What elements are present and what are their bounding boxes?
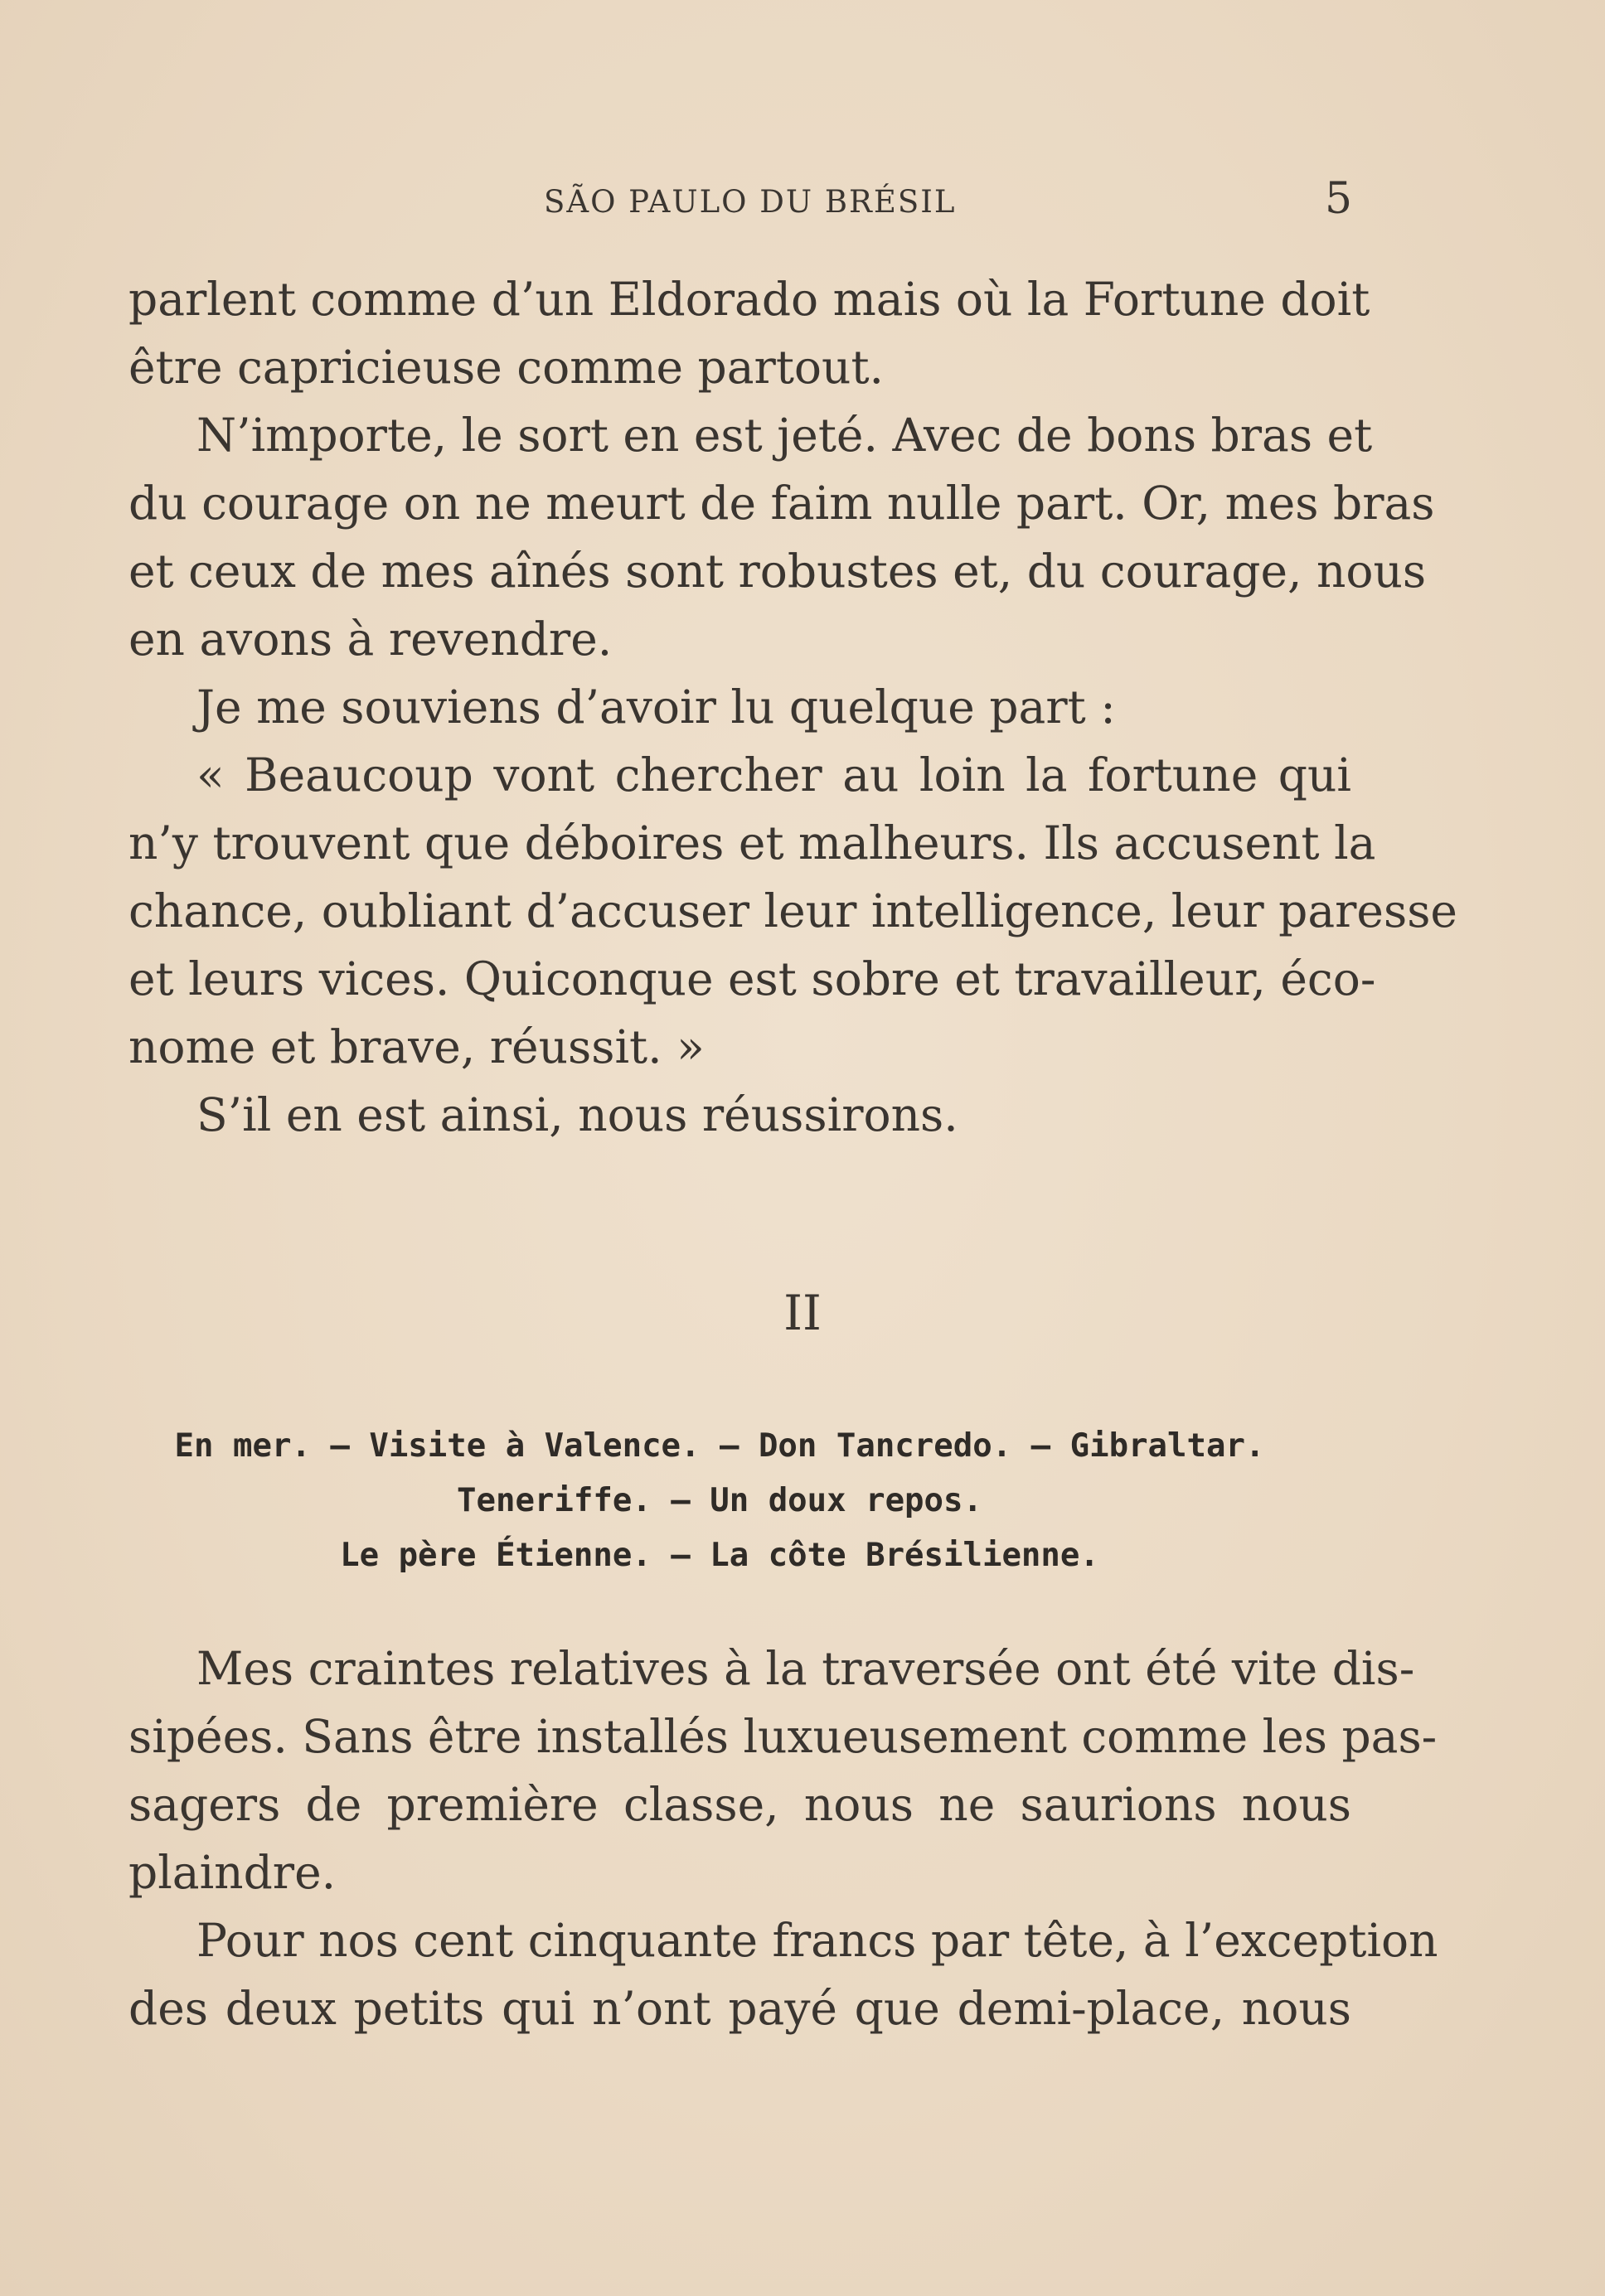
text-line: sagers de première classe, nous ne saurions nous (128, 1778, 1351, 1831)
text-line: S’il en est ainsi, nous réussirons. (196, 1088, 958, 1141)
text-line: plaindre. (128, 1846, 337, 1899)
text-line: chance, oubliant d’accuser leur intelligence, leur paresse (128, 884, 1457, 937)
text-line: N’importe, le sort en est jeté. Avec de bons bras et (196, 409, 1373, 462)
running-title: SÃO PAULO DU BRÉSIL (544, 184, 957, 220)
text-line: « Beaucoup vont chercher au loin la fortune qui (196, 748, 1351, 802)
text-after-chapter (128, 1635, 1438, 2042)
text-line: du courage on ne meurt de faim nulle part. Or, mes bras (128, 477, 1435, 530)
text-line: parlent comme d’un Eldorado mais où la Fortune doit (128, 273, 1370, 326)
text-before-chapter (128, 265, 1457, 1149)
text-line: et ceux de mes aînés sont robustes et, du courage, nous (128, 545, 1427, 598)
chapter-summary (124, 1419, 1315, 1583)
summary-line: En mer. — Visite à Valence. — Don Tancredo. — Gibraltar. (174, 1427, 1265, 1465)
text-line: sipées. Sans être installés luxueusement comme les pas- (128, 1710, 1438, 1763)
text-line: Je me souviens d’avoir lu quelque part : (196, 681, 1116, 734)
text-line: Pour nos cent cinquante francs par tête, à l’exception (196, 1914, 1438, 1967)
text-line: n’y trouvent que déboires et malheurs. Ils accusent la (128, 816, 1376, 869)
page-number: 5 (1325, 174, 1353, 224)
text-line: Mes craintes relatives à la traversée ont été vite dis- (196, 1642, 1415, 1695)
text-line: des deux petits qui n’ont payé que demi-place, nous (128, 1982, 1351, 2035)
summary-line: Le père Étienne. — La côte Brésilienne. (340, 1537, 1099, 1574)
text-line: nome et brave, réussit. » (128, 1020, 705, 1073)
text-line: être capricieuse comme partout. (128, 341, 885, 394)
text-line: et leurs vices. Quiconque est sobre et travailleur, éco- (128, 952, 1376, 1005)
chapter-number: II (783, 1285, 822, 1341)
text-line: en avons à revendre. (128, 613, 613, 666)
summary-line: Teneriffe. — Un doux repos. (457, 1482, 982, 1519)
